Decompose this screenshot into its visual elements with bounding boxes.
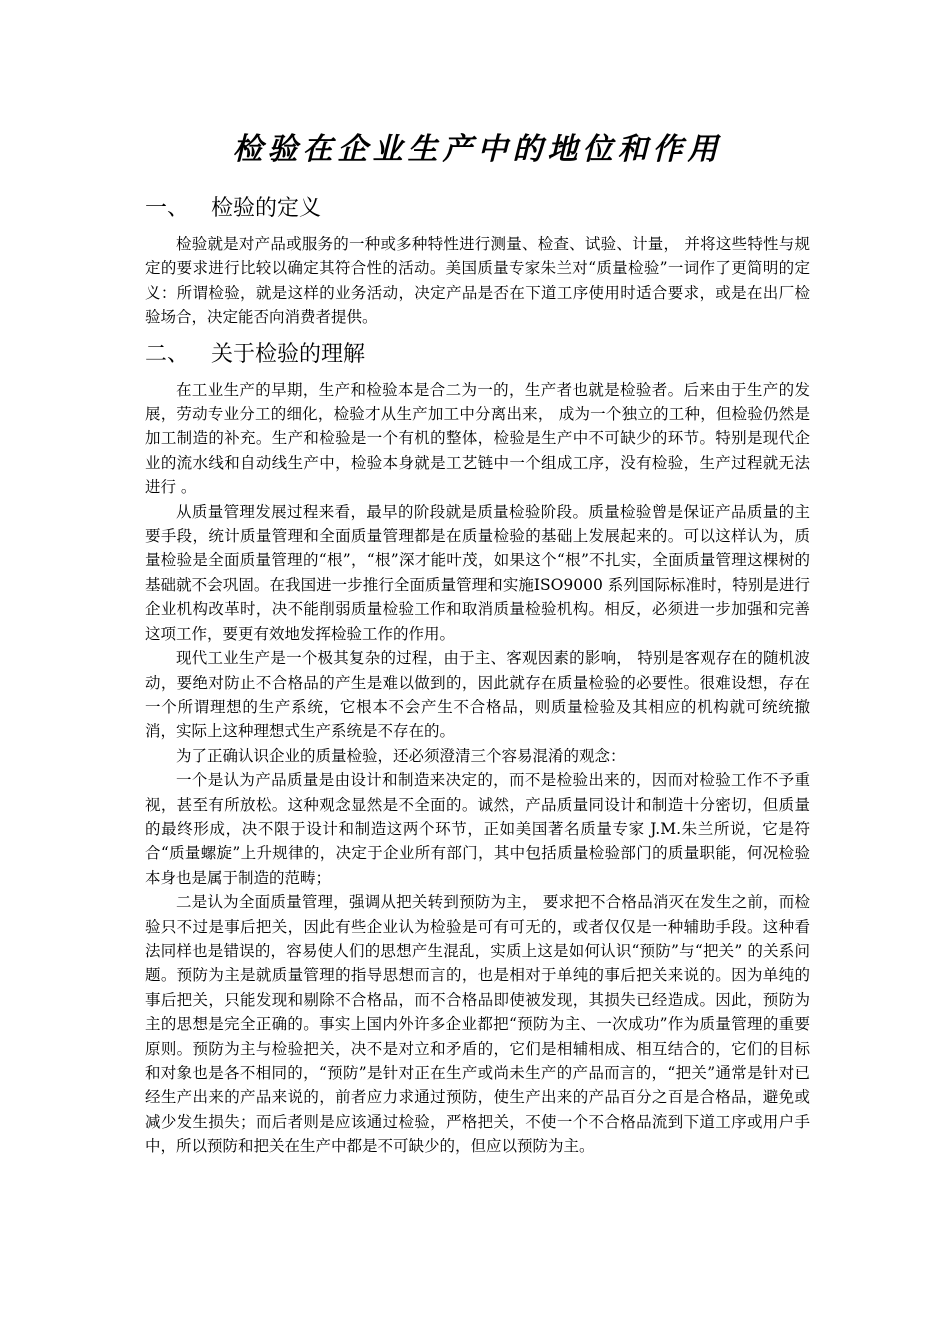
paragraph: 现代工业生产是一个极其复杂的过程，由于主、客观因素的影响， 特别是客观存在的随机波动，要绝对防止不合格品的产生是难以做到的，因此就存在质量检验的必要性。很难设想，存在一个所谓理想的生产系统，它根本不会产生不合格品，则质量检验及其相应的机构就可统统撤消，实际上这种理想式生产系统是不存在的。 — [145, 649, 810, 741]
section-definition — [145, 192, 810, 330]
section-understanding — [145, 338, 810, 1159]
section-number: 二、 — [145, 341, 190, 367]
section-heading — [145, 192, 810, 226]
section-title: 关于检验的理解 — [211, 341, 366, 367]
paragraph: 为了正确认识企业的质量检验，还必须澄清三个容易混淆的观念： — [176, 746, 626, 765]
paragraph: 二是认为全面质量管理，强调从把关转到预防为主， 要求把不合格品消灭在发生之前，而检验只不过是事后把关，因此有些企业认为检验是可有可无的，或者仅仅是一种辅助手段。这种看法同样也是错误的，容易使人们的思想产生混乱，实质上这是如何认识“预防”与“把关” 的关系问题。预防为主是就质量管理的指导思想而言的，也是相对于单纯的事后把关来说的。因为单纯的事后把关，只能发现和剔除不合格品，而不合格品即使被发现，其损失已经造成。因此，预防为主的思想是完全正确的。事实上国内外许多企业都把“预防为主、一次成功”作为质量管理的重要原则。预防为主与检验把关，决不是对立和矛盾的，它们是相辅相成、相互结合的，它们的目标和对象也是各不相同的，“预防”是针对正在生产或尚未生产的产品而言的，“把关”通常是针对已经生产出来的产品来说的，前者应力求通过预防，使生产出来的产品百分之百是合格品，避免或减少发生损失；而后者则是应该通过检验，严格把关，不使一个不合格品流到下道工序或用户手中，所以预防和把关在生产中都是不可缺少的，但应以预防为主。 — [145, 893, 810, 1156]
paragraph: 一个是认为产品质量是由设计和制造来决定的，而不是检验出来的，因而对检验工作不予重视，甚至有所放松。这种观念显然是不全面的。诚然，产品质量同设计和制造十分密切，但质量的最终形成，决不限于设计和制造这两个环节，正如美国著名质量专家 J.M.朱兰所说，它是符合“质量螺旋”上升规律的，决定于企业所有部门，其中包括质量检验部门的质量职能，何况检验本身也是属于制造的范畴； — [145, 771, 810, 887]
section-number: 一、 — [145, 196, 190, 221]
document-title: 检验在企业生产中的地位和作用 — [232, 132, 723, 167]
document-page — [145, 128, 810, 1159]
section-title: 检验的定义 — [211, 196, 322, 221]
paragraph: 检验就是对产品或服务的一种或多种特性进行测量、检查、试验、计量， 并将这些特性与规定的要求进行比较以确定其符合性的活动。美国质量专家朱兰对“质量检验”一词作了更简明的定义：所谓检验，就是这样的业务活动，决定产品是否在下道工序使用时适合要求，或是在出厂检验场合，决定能否向消费者提供。 — [145, 235, 810, 327]
paragraph: 从质量管理发展过程来看，最早的阶段就是质量检验阶段。质量检验曾是保证产品质量的主要手段，统计质量管理和全面质量管理都是在质量检验的基础上发展起来的。可以这样认为，质量检验是全面质量管理的“根”，“根”深才能叶茂，如果这个“根”不扎实，全面质量管理这棵树的基础就不会巩固。在我国进一步推行全面质量管理和实施ISO9000 系列国际标准时，特别是进行企业机构改革时，决不能削弱质量检验工作和取消质量检验机构。相反，必须进一步加强和完善这项工作，要更有效地发挥检验工作的作用。 — [145, 502, 810, 643]
paragraph: 在工业生产的早期，生产和检验本是合二为一的，生产者也就是检验者。后来由于生产的发展，劳动专业分工的细化，检验才从生产加工中分离出来， 成为一个独立的工种，但检验仍然是加工制造的补充。生产和检验是一个有机的整体，检验是生产中不可缺少的环节。特别是现代企业的流水线和自动线生产中，检验本身就是工艺链中一个组成工序，没有检验，生产过程就无法进行 。 — [145, 380, 810, 497]
section-heading — [145, 338, 810, 372]
